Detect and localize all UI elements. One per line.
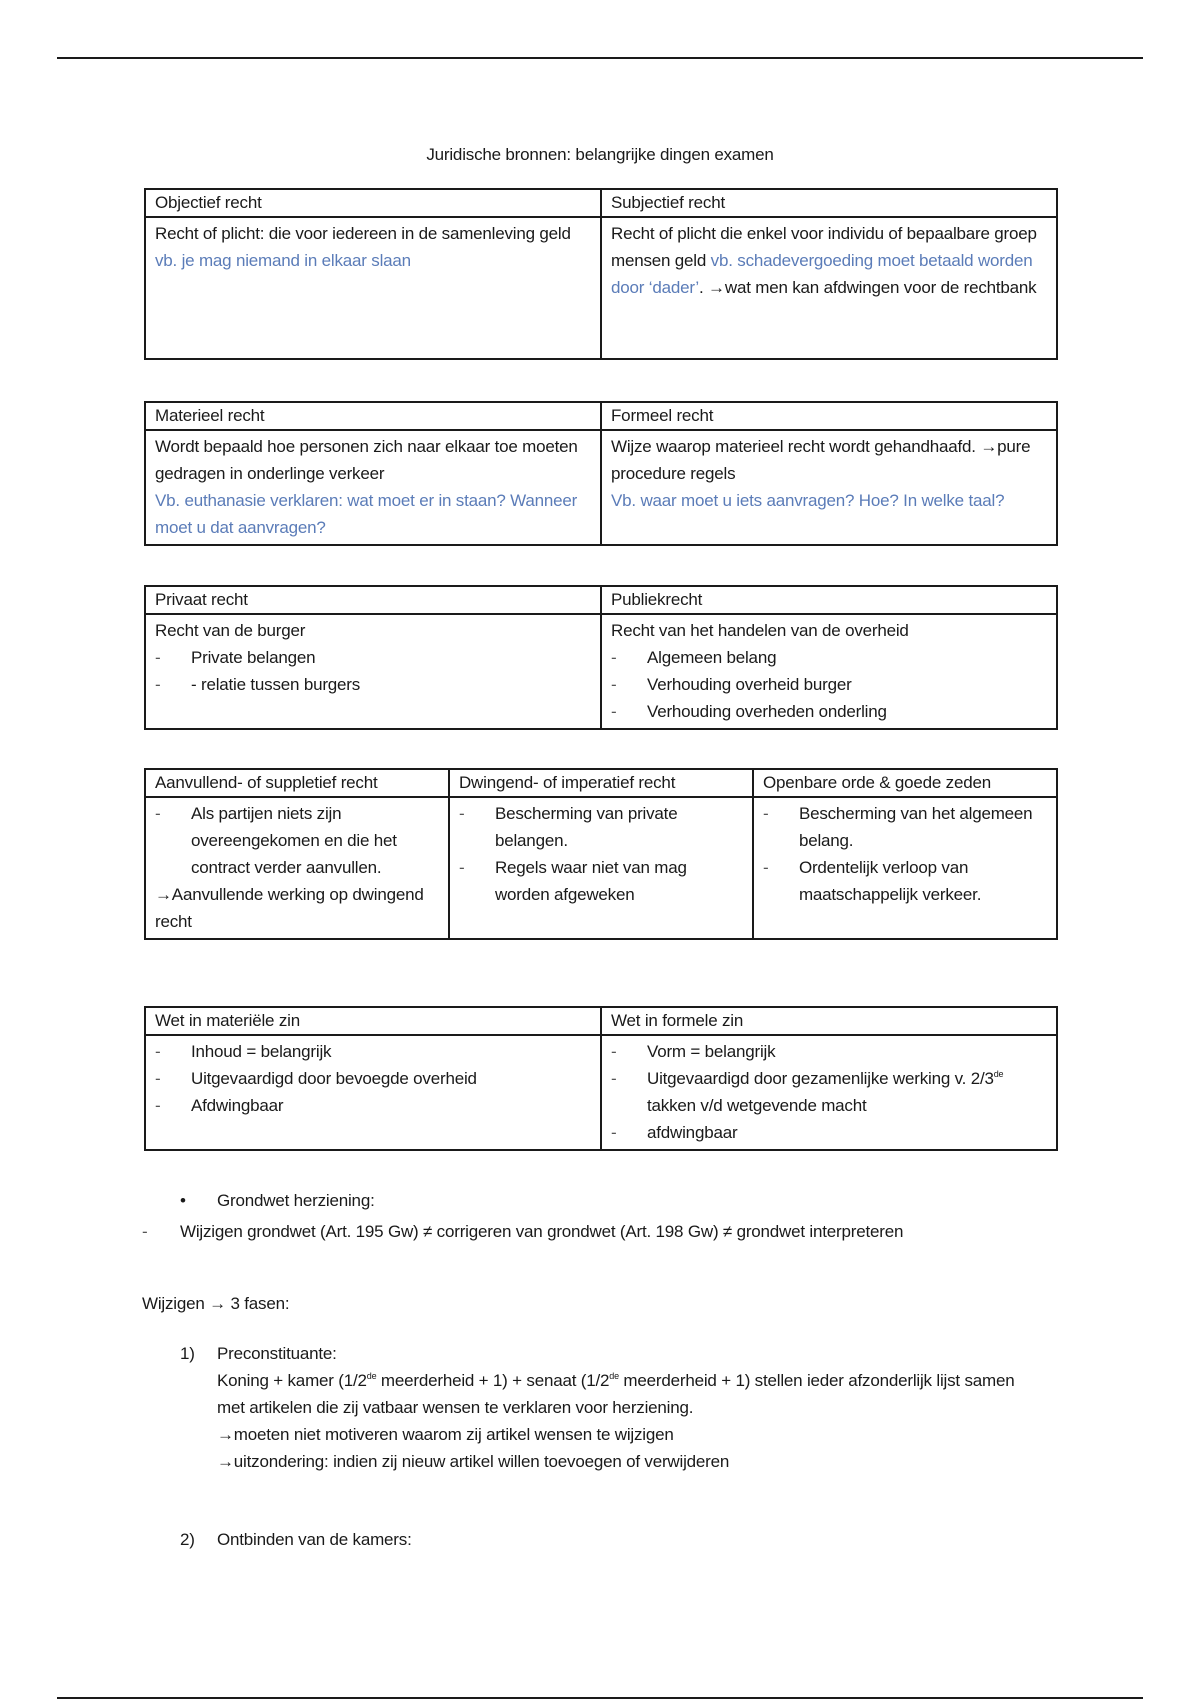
- cell-dwingend: [449, 797, 753, 939]
- cell-objectief: [145, 217, 601, 359]
- subjectief-example: vb. schadevergoeding moet betaald worden door ‘dader’: [611, 251, 1033, 297]
- list-item: - - relatie tussen burgers: [155, 671, 592, 698]
- document-title: Juridische bronnen: belangrijke dingen examen: [426, 145, 774, 164]
- formeel-example: Vb. waar moet u iets aanvragen? Hoe? In welke taal?: [611, 491, 1005, 510]
- header-wet-materiele-zin: Wet in materiële zin: [145, 1007, 601, 1035]
- phase-title: Preconstituante:: [217, 1344, 337, 1363]
- header-objectief-recht: Objectief recht: [145, 189, 601, 217]
- list-item: - Algemeen belang: [611, 644, 1048, 671]
- formeel-definition: Wijze waarop materieel recht wordt gehandhaafd. →pure procedure regels: [611, 437, 1031, 483]
- cell-wet-formeel: [601, 1035, 1057, 1150]
- list-item: - Afdwingbaar: [155, 1092, 592, 1119]
- publiek-definition: Recht van het handelen van de overheid: [611, 621, 909, 640]
- openbare-orde-list: [763, 800, 1048, 908]
- subjectief-definition: Recht of plicht die enkel voor individu of bepaalbare groep mensen geld: [611, 224, 1037, 270]
- wet-formeel-list: [611, 1038, 1048, 1146]
- publiek-list: [611, 644, 1048, 725]
- grondwet-bullet: [180, 1187, 375, 1214]
- header-dwingend-recht: Dwingend- of imperatief recht: [449, 769, 753, 797]
- list-item: - Bescherming van het algemeen belang.: [763, 800, 1048, 854]
- list-item: - Verhouding overheden onderling: [611, 698, 1048, 725]
- cell-aanvullend: [145, 797, 449, 939]
- list-item: - Als partijen niets zijn overeengekomen en die het contract verder aanvullen.: [155, 800, 440, 881]
- header-materieel-recht: Materieel recht: [145, 402, 601, 430]
- superscript: de: [366, 1371, 377, 1381]
- list-item: - Vorm = belangrijk: [611, 1038, 1048, 1065]
- cell-materieel: [145, 430, 601, 545]
- phase-title: Ontbinden van de kamers:: [217, 1530, 412, 1549]
- header-openbare-orde: Openbare orde & goede zeden: [753, 769, 1057, 797]
- text-part: meerderheid + 1) + senaat (1/2: [376, 1371, 610, 1390]
- cell-publiek: [601, 614, 1057, 729]
- footer-rule: [57, 1697, 1143, 1699]
- privaat-definition: Recht van de burger: [155, 621, 306, 640]
- objectief-example: vb. je mag niemand in elkaar slaan: [155, 251, 411, 270]
- header-aanvullend-recht: Aanvullend- of suppletief recht: [145, 769, 449, 797]
- list-item: - Bescherming van private belangen.: [459, 800, 744, 854]
- subjectief-note: . →wat men kan afdwingen voor de rechtbank: [699, 278, 1037, 297]
- list-item: - Private belangen: [155, 644, 592, 671]
- cell-openbare-orde: [753, 797, 1057, 939]
- phase-note: →moeten niet motiveren waarom zij artikel wensen te wijzigen: [217, 1425, 674, 1444]
- list-item: - Verhouding overheid burger: [611, 671, 1048, 698]
- list-item: - Ordentelijk verloop van maatschappelijk verkeer.: [763, 854, 1048, 908]
- table-materieel-formeel: [144, 401, 1058, 546]
- list-item: [611, 1065, 1048, 1119]
- header-publiekrecht: Publiekrecht: [601, 586, 1057, 614]
- dwingend-list: [459, 800, 744, 908]
- phase-number: 1): [180, 1344, 195, 1363]
- bullet-icon: •: [180, 1191, 186, 1210]
- item-text: Uitgevaardigd door gezamenlijke werking v. 2/3: [647, 1069, 994, 1088]
- cell-formeel: [601, 430, 1057, 545]
- table-objectief-subjectief: [144, 188, 1058, 360]
- wijzigen-fasen: Wijzigen → 3 fasen:: [142, 1294, 290, 1313]
- header-wet-formele-zin: Wet in formele zin: [601, 1007, 1057, 1035]
- table-wet-materieel-formeel: [144, 1006, 1058, 1151]
- dash-icon: -: [142, 1222, 148, 1241]
- list-item: - afdwingbaar: [611, 1119, 1048, 1146]
- superscript: de: [609, 1371, 619, 1381]
- item-text: takken v/d wetgevende macht: [647, 1096, 867, 1115]
- text-part: meerderheid + 1) stellen ieder afzonderlijk lijst samen met artikelen die zij vatbaar wensen te verklaren voor herziening.: [217, 1371, 1015, 1417]
- phase-2: [180, 1526, 412, 1553]
- grondwet-heading: Grondwet herziening:: [217, 1191, 375, 1210]
- phase-description: [217, 1367, 1040, 1421]
- list-item: - Regels waar niet van mag worden afgeweken: [459, 854, 744, 908]
- wet-materieel-list: [155, 1038, 592, 1119]
- superscript: de: [993, 1069, 1004, 1079]
- header-subjectief-recht: Subjectief recht: [601, 189, 1057, 217]
- list-item: - Inhoud = belangrijk: [155, 1038, 592, 1065]
- text-part: Koning + kamer (1/2: [217, 1371, 367, 1390]
- table-privaat-publiek: [144, 585, 1058, 730]
- header-rule: [57, 57, 1143, 59]
- grondwet-dash-text: Wijzigen grondwet (Art. 195 Gw) ≠ corrigeren van grondwet (Art. 198 Gw) ≠ grondwet interpreteren: [180, 1222, 904, 1241]
- cell-wet-materieel: [145, 1035, 601, 1150]
- phase-number: 2): [180, 1530, 195, 1549]
- privaat-list: [155, 644, 592, 698]
- grondwet-dash-item: [142, 1218, 1002, 1245]
- table-aanvullend-dwingend-openbaar: [144, 768, 1058, 940]
- list-item: - Uitgevaardigd door bevoegde overheid: [155, 1065, 592, 1092]
- phase-1: [180, 1340, 1040, 1475]
- objectief-definition: Recht of plicht: die voor iedereen in de samenleving geld: [155, 224, 571, 243]
- header-formeel-recht: Formeel recht: [601, 402, 1057, 430]
- materieel-definition: Wordt bepaald hoe personen zich naar elkaar toe moeten gedragen in onderlinge verkeer: [155, 437, 578, 483]
- phase-note: →uitzondering: indien zij nieuw artikel willen toevoegen of verwijderen: [217, 1452, 730, 1471]
- aanvullend-note: →Aanvullende werking op dwingend recht: [155, 885, 424, 931]
- header-privaat-recht: Privaat recht: [145, 586, 601, 614]
- materieel-example: Vb. euthanasie verklaren: wat moet er in staan? Wanneer moet u dat aanvragen?: [155, 491, 578, 537]
- cell-subjectief: [601, 217, 1057, 359]
- aanvullend-list: [155, 800, 440, 881]
- cell-privaat: [145, 614, 601, 729]
